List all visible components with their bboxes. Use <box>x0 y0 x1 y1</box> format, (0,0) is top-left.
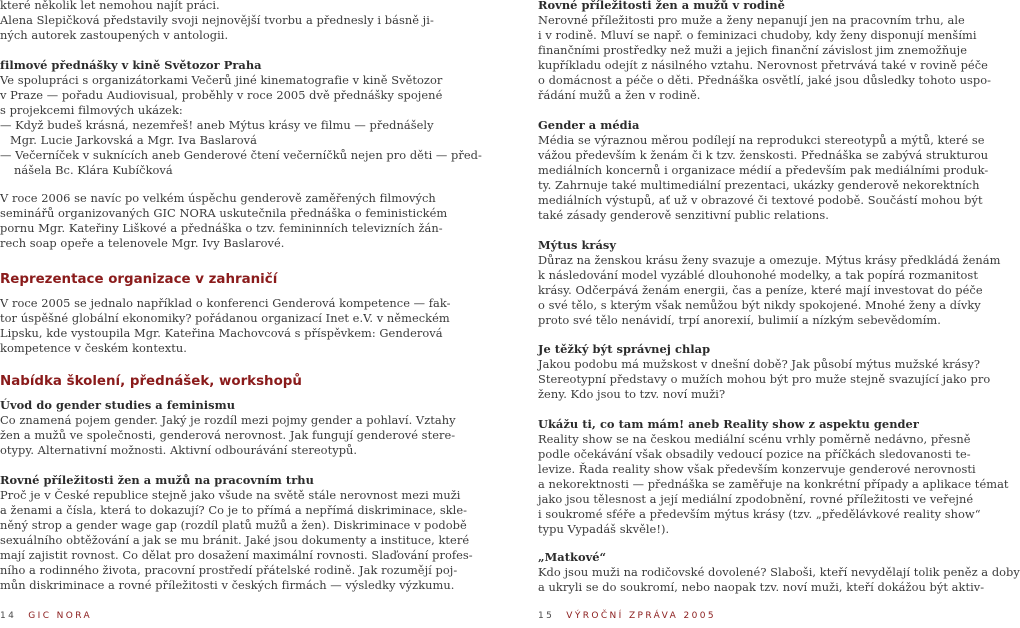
beauty-myth-block <box>538 238 1000 328</box>
text-line: nášela Bc. Klára Kubíčková <box>14 163 173 177</box>
family-block <box>538 0 991 103</box>
text-line: Důraz na ženskou krásu ženy svazuje a omezuje. Mýtus krásy předkládá ženám <box>538 253 1001 267</box>
section-title-abroad: Reprezentace organizace v zahraničí <box>0 272 278 287</box>
text-line: pornu Mgr. Kateřiny Liškové a přednáška o tzv. femininních televizních žán- <box>0 221 443 235</box>
paragraph-2006 <box>0 191 447 251</box>
text-line: Proč je v České republice stejně jako všude na světě stále nerovnost mezi muži <box>0 488 461 502</box>
text-line: finančními prostředky než muži a jejich finanční závislost jim znemožňuje <box>538 43 967 57</box>
text-line: můn diskriminace a rovné příležitosti v českých firmách — výsledky výzkumu. <box>0 578 455 592</box>
section-title-training: Nabídka školení, přednášek, workshopů <box>0 374 302 389</box>
reality-show-block <box>538 417 1009 537</box>
text-line: Reality show se na českou mediální scénu vrhly poměrně nedávno, přesně <box>538 432 971 446</box>
text-line: které několik let nemohou najít práci. <box>0 0 220 12</box>
labor-market-block <box>0 473 473 593</box>
text-line: Nerovné příležitosti pro muže a ženy nepanují jen na pracovním trhu, ale <box>538 13 965 27</box>
text-line: Média se výraznou měrou podílejí na reprodukci stereotypů a mýtů, které se <box>538 133 985 147</box>
text-line: proto své tělo nenávidí, trpí anorexií, bulimií a nízkým sebevědomím. <box>538 313 941 327</box>
text-line: tor úspěšné globální ekonomiky? pořádanou organizací Inet e.V. v německém <box>0 311 450 325</box>
fathers-paragraph <box>538 565 1020 595</box>
text-line: V roce 2005 se jednalo například o konferenci Genderová kompetence — fak- <box>0 296 451 310</box>
text-line: žen a mužů ve společnosti, genderová nerovnost. Jak fungují genderové stere- <box>0 428 456 442</box>
text-line: rech soap opeře a telenovele Mgr. Ivy Baslarové. <box>0 236 285 250</box>
text-line: o domácnost a péče o děti. Přednáška osvětlí, jaké jsou důsledky tohoto uspo- <box>538 73 992 87</box>
fathers-block <box>538 550 1020 595</box>
gender-studies-heading: Úvod do gender studies a feminismu <box>0 398 236 412</box>
masculinity-paragraph <box>538 357 990 402</box>
text-line: kompetence v českém kontextu. <box>0 341 187 355</box>
text-line: něný strop a gender wage gap (rozdíl platů mužů a žen). Diskriminace v podobě <box>0 518 467 532</box>
abroad-paragraph <box>0 296 451 356</box>
text-line: ního a rodinného života, pracovní prostředí přátelské rodině. Jak rozumějí poj- <box>0 563 458 577</box>
text-line: i v rodině. Mluví se např. o feminizaci chudoby, kdy ženy disponují menšími <box>538 28 977 42</box>
media-heading: Gender a média <box>538 118 640 132</box>
reality-show-heading: Ukážu ti, co tam mám! aneb Reality show z aspektu gender <box>538 417 919 431</box>
text-line: kupříkladu odejít z násilného vztahu. Nerovnost přetrvává také v rovině péče <box>538 58 988 72</box>
text-line: otypy. Alternativní možnosti. Aktivní odbourávání stereotypů. <box>0 443 358 457</box>
text-line: krásy. Odčerpává ženám energii, čas a peníze, které mají investovat do péče <box>538 283 983 297</box>
media-block <box>538 118 988 223</box>
text-line: mají zajistit rovnost. Co dělat pro dosažení maximální rovnosti. Slaďování profes- <box>0 548 473 562</box>
text-line: ty. Zahrnuje také multimediální prezentaci, ukázky genderově nekorektních <box>538 178 980 192</box>
media-paragraph <box>538 133 988 223</box>
text-line: Ve spolupráci s organizátorkami Večerů jiné kinematografie v kině Světozor <box>0 73 443 87</box>
text-line: Lipsku, kde vystoupila Mgr. Kateřina Machovcová s příspěvkem: Genderová <box>0 326 443 340</box>
masculinity-block <box>538 342 990 402</box>
text-line: Co znamená pojem gender. Jaký je rozdíl mezi pojmy gender a pohlaví. Vztahy <box>0 413 456 427</box>
text-line: Stereotypní představy o mužích mohou být pro muže stejně svazující jako pro <box>538 372 991 386</box>
text-line: mediálních výstupů, ať už v obrazové či textové podobě. Součástí mohou být <box>538 193 983 207</box>
page-number-right: 15 <box>538 611 555 621</box>
text-line: Jakou podobu má mužskost v dnešní době? Jak působí mýtus mužské krásy? <box>538 357 981 371</box>
film-lectures-paragraph <box>0 73 482 178</box>
text-line: Kdo jsou muži na rodičovské dovolené? Slaboši, kteří nevydělají tolik peněz a doby <box>538 565 1020 579</box>
text-line: a ukryli se do soukromí, nebo naopak tzv. noví muži, kteří dokážou být aktiv- <box>538 580 985 594</box>
text-line: a ženami a čísla, která to dokazují? Co je to přímá a nepřímá diskriminace, skle- <box>0 503 468 517</box>
text-line: řádání mužů a žen v rodině. <box>538 88 701 102</box>
gender-studies-paragraph <box>0 413 456 458</box>
beauty-myth-paragraph <box>538 253 1000 328</box>
text-line: k následování model vyzáblé dlouhonohé modelky, a tak popírá rozmanitost <box>538 268 978 282</box>
text-line: typu Vypadáš skvěle!). <box>538 522 670 536</box>
text-line: — Večerníček v suknících aneb Genderové čtení večerníčků nejen pro děti — před- <box>0 148 482 162</box>
text-line: i soukromé sféře a především mýtus krásy (tzv. „předělávkové reality show“ <box>538 507 981 521</box>
fathers-heading: „Matkové“ <box>538 550 607 564</box>
text-line: jako jsou tělesnost a její mediální zpodobnění, rovné příležitosti ve veřejné <box>538 492 974 506</box>
masculinity-heading: Je těžký být správnej chlap <box>538 342 711 356</box>
page-number-left: 14 <box>0 611 17 621</box>
text-line: ženy. Kdo jsou to tzv. noví muži? <box>538 387 726 401</box>
text-line: s projekcemi filmových ukázek: <box>0 103 183 117</box>
text-line: vážou především k ženám či k tzv. ženskosti. Přednáška se zabývá strukturou <box>538 148 989 162</box>
footer-title-left: GIC NORA <box>28 611 93 621</box>
footer-title-right: VÝROČNÍ ZPRÁVA 2005 <box>566 611 716 621</box>
family-heading: Rovné příležitosti žen a mužů v rodině <box>538 0 785 12</box>
text-line: o své tělo, s kterým však nemůžou být nikdy spokojené. Mnohé ženy a dívky <box>538 298 981 312</box>
text-line: V roce 2006 se navíc po velkém úspěchu genderově zaměřených filmových <box>0 191 436 205</box>
text-line: také zásady genderově senzitivní public relations. <box>538 208 829 222</box>
text-line: Alena Slepičková představily svoji nejnovější tvorbu a přednesly i básně ji- <box>0 13 434 27</box>
film-lectures-block <box>0 58 482 178</box>
film-lectures-heading: filmové přednášky v kině Světozor Praha <box>0 58 262 72</box>
text-line: seminářů organizovaných GIC NORA uskutečnila přednáška o feministickém <box>0 206 448 220</box>
family-paragraph <box>538 13 991 103</box>
text-line: a nekorektnosti — přednáška se zaměřuje na konkrétní případy a aplikace témat <box>538 477 1009 491</box>
intro-paragraph <box>0 0 434 43</box>
text-line: sexuálního obtěžování a jak se mu bránit. Jaké jsou dokumenty a instituce, které <box>0 533 470 547</box>
text-line: Mgr. Lucie Jarkovská a Mgr. Iva Baslarová <box>10 133 257 147</box>
text-line: podle očekávání však obsadily vedoucí pozice na příčkách sledovanosti te- <box>538 447 971 461</box>
text-line: mediálních koncernů i organizace médií a především pak mediálními produk- <box>538 163 989 177</box>
text-line: — Když budeš krásná, nezemřeš! aneb Mýtus krásy ve filmu — přednášely <box>0 118 434 132</box>
reality-show-paragraph <box>538 432 1009 537</box>
beauty-myth-heading: Mýtus krásy <box>538 238 617 252</box>
labor-market-heading: Rovné příležitosti žen a mužů na pracovním trhu <box>0 473 314 487</box>
footer-left <box>0 611 92 625</box>
text-line: ných autorek zastoupených v antologii. <box>0 28 229 42</box>
text-line: levize. Řada reality show však především konzervuje genderové nerovnosti <box>538 462 976 476</box>
footer-right <box>538 611 716 625</box>
labor-market-paragraph <box>0 488 473 593</box>
text-line: v Praze — pořadu Audiovisual, proběhly v roce 2005 dvě přednášky spojené <box>0 88 443 102</box>
gender-studies-block <box>0 398 456 458</box>
